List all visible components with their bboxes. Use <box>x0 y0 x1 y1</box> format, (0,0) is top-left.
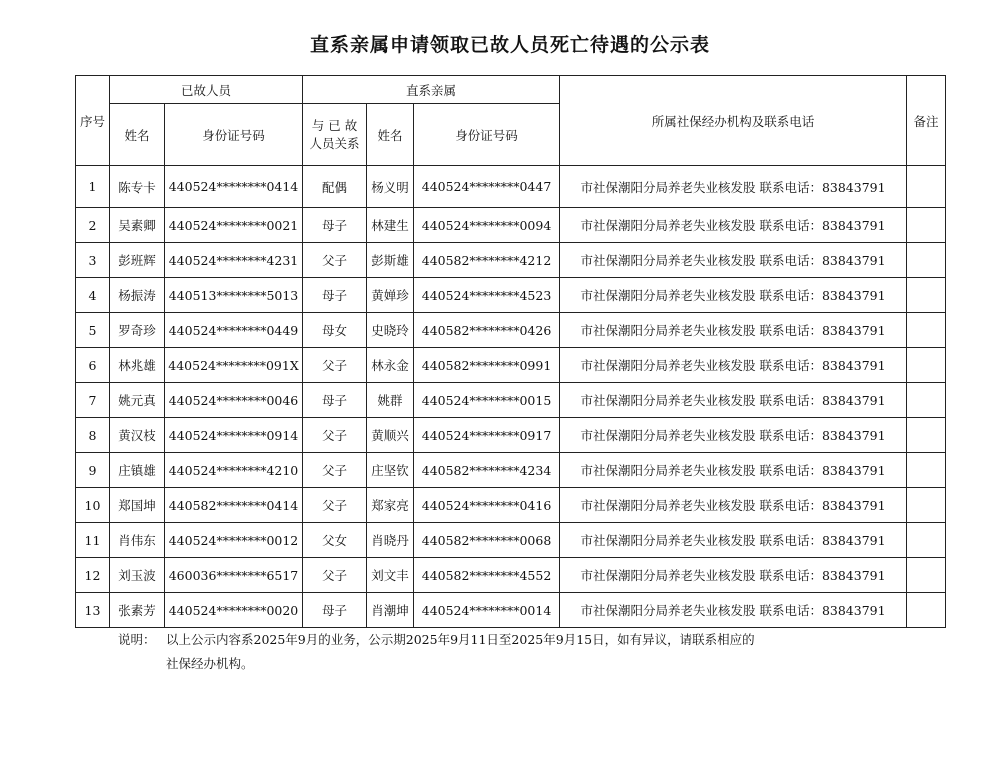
cell-agency: 市社保潮阳分局养老失业核发股 联系电话：83843791 <box>560 523 907 558</box>
cell-remark <box>907 523 946 558</box>
cell-agency: 市社保潮阳分局养老失业核发股 联系电话：83843791 <box>560 278 907 313</box>
cell-relative-id: 440524********0014 <box>414 593 560 628</box>
cell-seq: 2 <box>76 208 110 243</box>
cell-seq: 9 <box>76 453 110 488</box>
cell-deceased-id: 460036********6517 <box>165 558 303 593</box>
table-row <box>76 418 946 453</box>
cell-relation: 父女 <box>303 523 367 558</box>
cell-seq: 8 <box>76 418 110 453</box>
cell-relative-id: 440524********0416 <box>414 488 560 523</box>
cell-relative-id: 440524********0917 <box>414 418 560 453</box>
table-row <box>76 166 946 208</box>
cell-relation: 母子 <box>303 278 367 313</box>
cell-relative-name: 肖晓丹 <box>367 523 414 558</box>
cell-relative-name: 林建生 <box>367 208 414 243</box>
cell-remark <box>907 348 946 383</box>
cell-relation: 父子 <box>303 488 367 523</box>
cell-seq: 6 <box>76 348 110 383</box>
cell-remark <box>907 313 946 348</box>
cell-remark <box>907 166 946 208</box>
table-row <box>76 243 946 278</box>
cell-deceased-id: 440524********0449 <box>165 313 303 348</box>
cell-remark <box>907 208 946 243</box>
table-row <box>76 313 946 348</box>
cell-deceased-name: 林兆雄 <box>110 348 165 383</box>
cell-remark <box>907 243 946 278</box>
cell-deceased-id: 440524********0046 <box>165 383 303 418</box>
note-line1: 以上公示内容系2025年9月的业务，公示期2025年9月11日至2025年9月15日，如有异议，请联系相应的 <box>166 632 755 647</box>
announcement-table <box>75 75 946 628</box>
cell-agency: 市社保潮阳分局养老失业核发股 联系电话：83843791 <box>560 208 907 243</box>
cell-relative-id: 440524********4523 <box>414 278 560 313</box>
cell-seq: 7 <box>76 383 110 418</box>
cell-seq: 11 <box>76 523 110 558</box>
cell-seq: 1 <box>76 166 110 208</box>
cell-relative-id: 440524********0015 <box>414 383 560 418</box>
cell-seq: 13 <box>76 593 110 628</box>
cell-agency: 市社保潮阳分局养老失业核发股 联系电话：83843791 <box>560 348 907 383</box>
cell-deceased-name: 杨振涛 <box>110 278 165 313</box>
cell-deceased-id: 440524********0012 <box>165 523 303 558</box>
table-row <box>76 383 946 418</box>
cell-remark <box>907 418 946 453</box>
cell-deceased-name: 肖伟东 <box>110 523 165 558</box>
cell-deceased-name: 刘玉波 <box>110 558 165 593</box>
note-label: 说明： <box>118 632 156 647</box>
header-relation-line2: 人员关系 <box>309 135 360 151</box>
cell-deceased-id: 440524********0021 <box>165 208 303 243</box>
cell-remark <box>907 453 946 488</box>
cell-relative-id: 440582********4552 <box>414 558 560 593</box>
cell-relative-name: 姚群 <box>367 383 414 418</box>
header-row-1 <box>76 76 946 104</box>
cell-remark <box>907 558 946 593</box>
cell-relative-id: 440582********0426 <box>414 313 560 348</box>
header-relation <box>303 104 367 166</box>
header-remark: 备注 <box>907 76 946 166</box>
cell-relation: 父子 <box>303 348 367 383</box>
cell-relation: 母子 <box>303 383 367 418</box>
table-row <box>76 488 946 523</box>
cell-deceased-name: 郑国坤 <box>110 488 165 523</box>
table-row <box>76 593 946 628</box>
cell-relation: 母子 <box>303 593 367 628</box>
header-seq: 序号 <box>76 76 110 166</box>
cell-relative-name: 黄顺兴 <box>367 418 414 453</box>
header-agency: 所属社保经办机构及联系电话 <box>560 76 907 166</box>
cell-deceased-id: 440524********0914 <box>165 418 303 453</box>
cell-remark <box>907 278 946 313</box>
header-deceased-group: 已故人员 <box>110 76 303 104</box>
header-relative-name: 姓名 <box>367 104 414 166</box>
header-deceased-name: 姓名 <box>110 104 165 166</box>
cell-agency: 市社保潮阳分局养老失业核发股 联系电话：83843791 <box>560 488 907 523</box>
cell-relation: 父子 <box>303 243 367 278</box>
cell-deceased-name: 吴素卿 <box>110 208 165 243</box>
cell-agency: 市社保潮阳分局养老失业核发股 联系电话：83843791 <box>560 453 907 488</box>
cell-agency: 市社保潮阳分局养老失业核发股 联系电话：83843791 <box>560 593 907 628</box>
table-row <box>76 278 946 313</box>
cell-agency: 市社保潮阳分局养老失业核发股 联系电话：83843791 <box>560 313 907 348</box>
cell-seq: 5 <box>76 313 110 348</box>
cell-deceased-id: 440524********4210 <box>165 453 303 488</box>
cell-relative-name: 刘文丰 <box>367 558 414 593</box>
cell-relative-id: 440582********4212 <box>414 243 560 278</box>
cell-deceased-name: 姚元真 <box>110 383 165 418</box>
header-relative-group: 直系亲属 <box>303 76 560 104</box>
cell-remark <box>907 593 946 628</box>
cell-relative-id: 440582********0991 <box>414 348 560 383</box>
cell-relative-id: 440524********0447 <box>414 166 560 208</box>
cell-deceased-name: 黄汉枝 <box>110 418 165 453</box>
cell-relation: 父子 <box>303 418 367 453</box>
cell-relation: 母子 <box>303 208 367 243</box>
cell-relative-name: 庄坚钦 <box>367 453 414 488</box>
cell-relative-name: 黄婵珍 <box>367 278 414 313</box>
cell-agency: 市社保潮阳分局养老失业核发股 联系电话：83843791 <box>560 243 907 278</box>
cell-seq: 3 <box>76 243 110 278</box>
cell-agency: 市社保潮阳分局养老失业核发股 联系电话：83843791 <box>560 383 907 418</box>
note <box>118 628 755 676</box>
cell-deceased-id: 440513********5013 <box>165 278 303 313</box>
cell-relative-name: 郑家亮 <box>367 488 414 523</box>
cell-seq: 12 <box>76 558 110 593</box>
header-deceased-id: 身份证号码 <box>165 104 303 166</box>
cell-relation: 配偶 <box>303 166 367 208</box>
cell-deceased-id: 440524********0414 <box>165 166 303 208</box>
page-title: 直系亲属申请领取已故人员死亡待遇的公示表 <box>309 34 710 56</box>
cell-remark <box>907 488 946 523</box>
cell-deceased-name: 彭班辉 <box>110 243 165 278</box>
cell-deceased-name: 罗奇珍 <box>110 313 165 348</box>
table-row <box>76 558 946 593</box>
cell-relation: 母女 <box>303 313 367 348</box>
cell-relative-name: 肖潮坤 <box>367 593 414 628</box>
cell-relative-name: 彭斯雄 <box>367 243 414 278</box>
cell-deceased-id: 440524********0020 <box>165 593 303 628</box>
cell-agency: 市社保潮阳分局养老失业核发股 联系电话：83843791 <box>560 166 907 208</box>
table-row <box>76 208 946 243</box>
note-line2: 社保经办机构。 <box>166 656 254 671</box>
cell-seq: 10 <box>76 488 110 523</box>
cell-seq: 4 <box>76 278 110 313</box>
cell-relative-name: 史晓玲 <box>367 313 414 348</box>
cell-agency: 市社保潮阳分局养老失业核发股 联系电话：83843791 <box>560 558 907 593</box>
table-row <box>76 453 946 488</box>
cell-relative-id: 440582********0068 <box>414 523 560 558</box>
table-row <box>76 523 946 558</box>
cell-deceased-id: 440524********4231 <box>165 243 303 278</box>
cell-deceased-name: 陈专卡 <box>110 166 165 208</box>
cell-relation: 父子 <box>303 453 367 488</box>
cell-relative-id: 440524********0094 <box>414 208 560 243</box>
cell-agency: 市社保潮阳分局养老失业核发股 联系电话：83843791 <box>560 418 907 453</box>
header-relative-id: 身份证号码 <box>414 104 560 166</box>
header-relation-line1: 与 已 故 <box>311 117 358 133</box>
cell-deceased-id: 440582********0414 <box>165 488 303 523</box>
table-row <box>76 348 946 383</box>
cell-deceased-name: 庄镇雄 <box>110 453 165 488</box>
cell-relation: 父子 <box>303 558 367 593</box>
cell-remark <box>907 383 946 418</box>
cell-relative-id: 440582********4234 <box>414 453 560 488</box>
cell-deceased-id: 440524********091X <box>165 348 303 383</box>
cell-relative-name: 杨义明 <box>367 166 414 208</box>
cell-relative-name: 林永金 <box>367 348 414 383</box>
cell-deceased-name: 张素芳 <box>110 593 165 628</box>
